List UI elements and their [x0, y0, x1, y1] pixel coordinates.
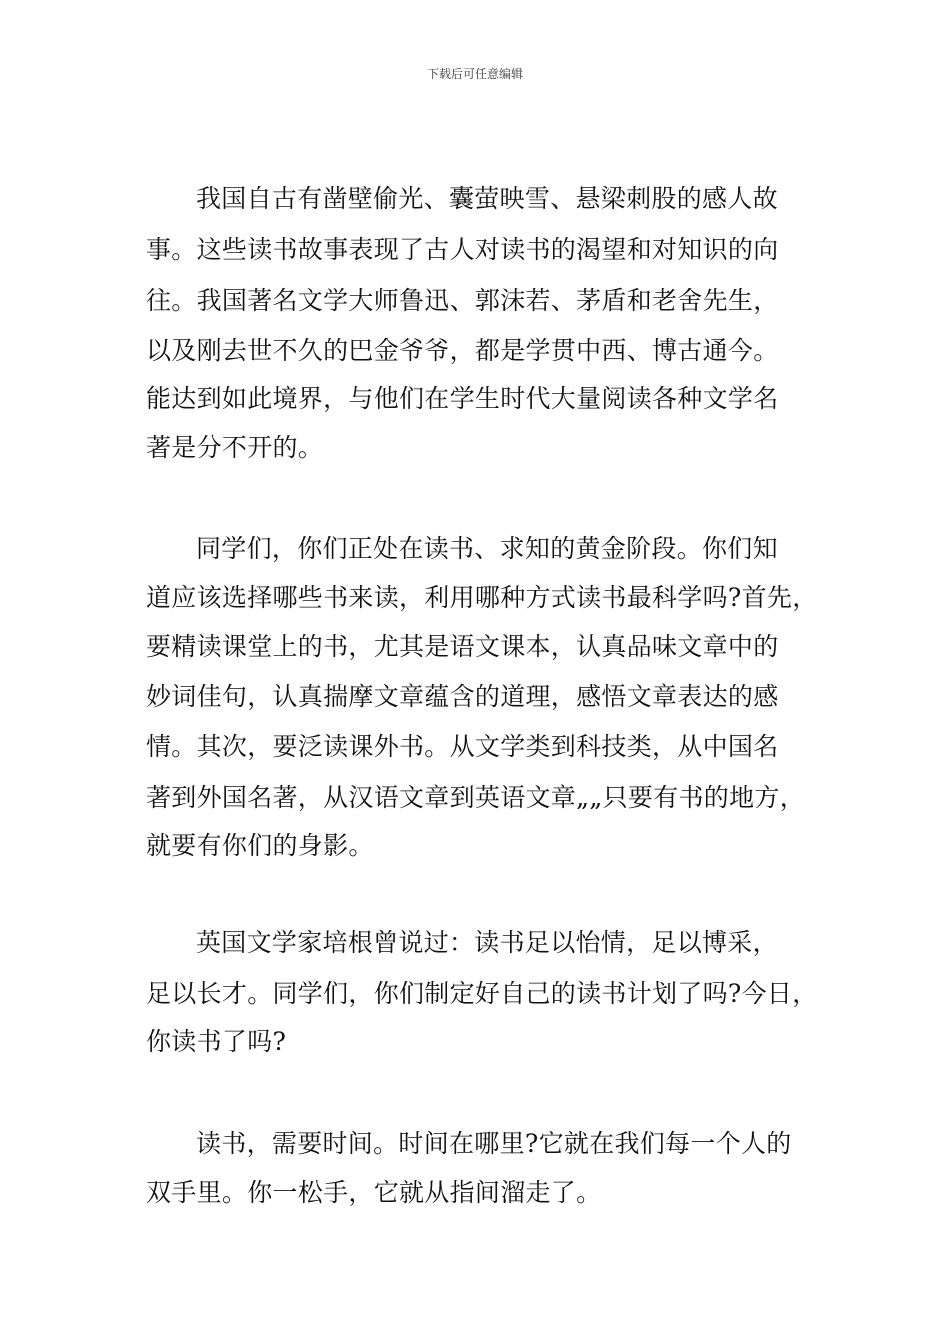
page-header: 下载后可任意编辑 — [426, 67, 523, 81]
text-line: 要精读课堂上的书，尤其是语文课本，认真品味文章中的 — [146, 632, 779, 661]
text-line: 能达到如此境界，与他们在学生时代大量阅读各种文学名 — [146, 384, 779, 413]
text-line: 足以长才。同学们，你们制定好自己的读书计划了吗?今日， — [146, 979, 818, 1008]
text-line: 你读书了吗? — [146, 1027, 287, 1056]
text-line: 英国文学家培根曾说过：读书足以怡情，足以博采， — [196, 928, 778, 957]
text-line: 情。其次，要泛读课外书。从文学类到科技类，从中国名 — [146, 732, 779, 761]
text-line: 以及刚去世不久的巴金爷爷，都是学贯中西、博古通今。 — [146, 336, 779, 365]
text-line: 往。我国著名文学大师鲁迅、郭沫若、茅盾和老舍先生， — [146, 286, 779, 315]
text-line: 读书，需要时间。时间在哪里?它就在我们每一个人的 — [196, 1129, 792, 1158]
text-line: 就要有你们的身影。 — [146, 831, 374, 860]
text-line: 双手里。你一松手，它就从指间溜走了。 — [146, 1178, 602, 1207]
text-line: 妙词佳句，认真揣摩文章蕴含的道理，感悟文章表达的感 — [146, 682, 779, 711]
text-line: 事。这些读书故事表现了古人对读书的渴望和对知识的向 — [146, 235, 779, 264]
text-line: 我国自古有凿壁偷光、囊萤映雪、悬梁刺股的感人故 — [196, 184, 778, 213]
text-line: 同学们，你们正处在读书、求知的黄金阶段。你们知 — [196, 534, 778, 563]
text-line: 著是分不开的。 — [146, 433, 324, 462]
text-line: 道应该选择哪些书来读，利用哪种方式读书最科学吗?首先， — [146, 583, 818, 612]
text-line: 著到外国名著，从汉语文章到英语文章„„只要有书的地方， — [146, 783, 806, 812]
